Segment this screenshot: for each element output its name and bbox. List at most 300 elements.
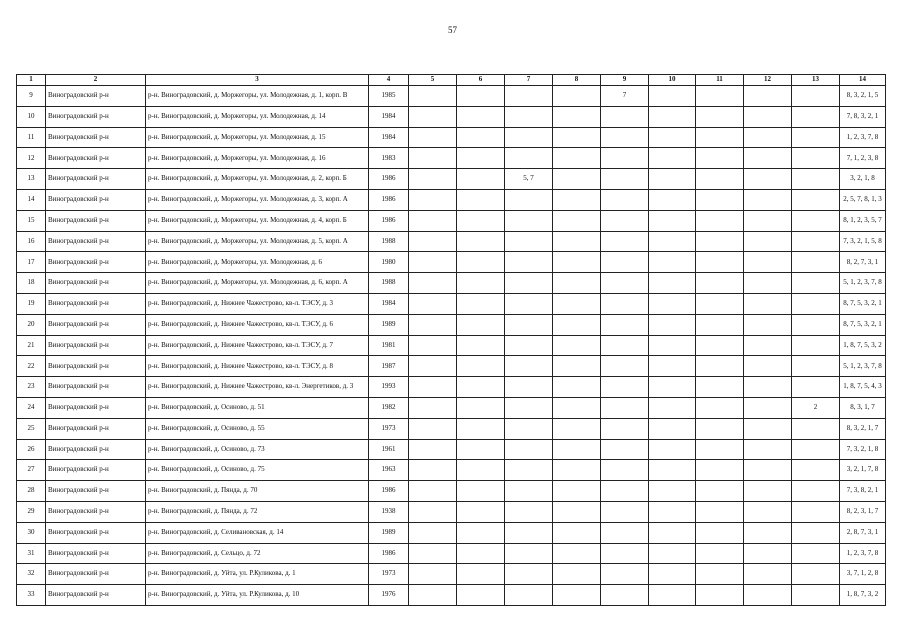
row-number-cell: 9 (17, 86, 46, 107)
table-row (17, 439, 886, 460)
col13-cell (792, 501, 840, 522)
page-number: 57 (448, 25, 457, 35)
col7-cell (505, 543, 553, 564)
col5-cell (409, 189, 457, 210)
year-cell: 1989 (369, 314, 409, 335)
row-number-cell: 20 (17, 314, 46, 335)
col8-cell (553, 418, 601, 439)
col9-cell (601, 231, 649, 252)
col8-cell (553, 252, 601, 273)
col8-cell (553, 564, 601, 585)
col10-cell (649, 86, 696, 107)
col12-cell (744, 210, 792, 231)
col6-cell (457, 522, 505, 543)
col6-cell (457, 543, 505, 564)
year-cell: 1984 (369, 127, 409, 148)
col14-cell: 8, 7, 5, 3, 2, 1 (840, 314, 886, 335)
col13-cell: 2 (792, 397, 840, 418)
col10-cell (649, 460, 696, 481)
col7-cell (505, 273, 553, 294)
col13-cell (792, 86, 840, 107)
col14-cell: 8, 2, 3, 1, 7 (840, 501, 886, 522)
col5-cell (409, 564, 457, 585)
col14-cell: 7, 3, 8, 2, 1 (840, 481, 886, 502)
col13-cell (792, 335, 840, 356)
table-row (17, 148, 886, 169)
col13-cell (792, 169, 840, 190)
col12-cell (744, 335, 792, 356)
col5-cell (409, 335, 457, 356)
col11-cell (696, 148, 744, 169)
year-cell: 1973 (369, 564, 409, 585)
col14-cell: 3, 2, 1, 8 (840, 169, 886, 190)
column-header-10: 10 (649, 75, 696, 86)
col10-cell (649, 418, 696, 439)
district-cell: Виноградовский р-н (46, 501, 146, 522)
col11-cell (696, 86, 744, 107)
col13-cell (792, 314, 840, 335)
col13-cell (792, 522, 840, 543)
col9-cell (601, 501, 649, 522)
col12-cell (744, 293, 792, 314)
col11-cell (696, 356, 744, 377)
row-number-cell: 19 (17, 293, 46, 314)
year-cell: 1986 (369, 189, 409, 210)
table-row (17, 377, 886, 398)
col14-cell: 7, 3, 2, 1, 5, 8 (840, 231, 886, 252)
col9-cell (601, 210, 649, 231)
data-table (16, 74, 886, 606)
col6-cell (457, 314, 505, 335)
col14-cell: 1, 8, 7, 3, 2 (840, 585, 886, 606)
col9-cell (601, 460, 649, 481)
col9-cell (601, 585, 649, 606)
table-row (17, 86, 886, 107)
table-row (17, 273, 886, 294)
col14-cell: 1, 8, 7, 5, 3, 2 (840, 335, 886, 356)
table-row (17, 127, 886, 148)
col13-cell (792, 481, 840, 502)
col6-cell (457, 564, 505, 585)
col7-cell (505, 86, 553, 107)
col11-cell (696, 106, 744, 127)
col10-cell (649, 106, 696, 127)
column-header-12: 12 (744, 75, 792, 86)
col8-cell (553, 293, 601, 314)
address-cell: р-н. Виноградовский, д. Моржегоры, ул. Молодежная, д. 4, корп. Б (146, 210, 369, 231)
col11-cell (696, 397, 744, 418)
row-number-cell: 22 (17, 356, 46, 377)
address-cell: р-н. Виноградовский, д. Нижнее Чажестрово, кв-л. Энергетиков, д. 3 (146, 377, 369, 398)
col8-cell (553, 397, 601, 418)
col13-cell (792, 543, 840, 564)
col5-cell (409, 273, 457, 294)
district-cell: Виноградовский р-н (46, 356, 146, 377)
year-cell: 1982 (369, 397, 409, 418)
row-number-cell: 23 (17, 377, 46, 398)
col7-cell (505, 377, 553, 398)
col9-cell (601, 439, 649, 460)
col5-cell (409, 501, 457, 522)
address-cell: р-н. Виноградовский, д. Пянда, д. 70 (146, 481, 369, 502)
year-cell: 1986 (369, 543, 409, 564)
col9-cell (601, 106, 649, 127)
table-row (17, 293, 886, 314)
col11-cell (696, 231, 744, 252)
row-number-cell: 28 (17, 481, 46, 502)
col14-cell: 3, 2, 1, 7, 8 (840, 460, 886, 481)
col8-cell (553, 273, 601, 294)
col13-cell (792, 106, 840, 127)
year-cell: 1973 (369, 418, 409, 439)
year-cell: 1986 (369, 169, 409, 190)
district-cell: Виноградовский р-н (46, 169, 146, 190)
col5-cell (409, 522, 457, 543)
col11-cell (696, 585, 744, 606)
col11-cell (696, 293, 744, 314)
col10-cell (649, 543, 696, 564)
col13-cell (792, 148, 840, 169)
column-header-14: 14 (840, 75, 886, 86)
col10-cell (649, 231, 696, 252)
col13-cell (792, 460, 840, 481)
col8-cell (553, 501, 601, 522)
row-number-cell: 29 (17, 501, 46, 522)
col9-cell (601, 418, 649, 439)
col5-cell (409, 169, 457, 190)
year-cell: 1980 (369, 252, 409, 273)
col14-cell: 1, 2, 3, 7, 8 (840, 127, 886, 148)
col5-cell (409, 377, 457, 398)
table-row (17, 543, 886, 564)
col14-cell: 2, 8, 7, 3, 1 (840, 522, 886, 543)
col7-cell (505, 231, 553, 252)
col10-cell (649, 335, 696, 356)
district-cell: Виноградовский р-н (46, 543, 146, 564)
col7-cell (505, 481, 553, 502)
col12-cell (744, 439, 792, 460)
col11-cell (696, 169, 744, 190)
row-number-cell: 15 (17, 210, 46, 231)
address-cell: р-н. Виноградовский, д. Уйта, ул. Р.Куликова, д. 10 (146, 585, 369, 606)
col13-cell (792, 418, 840, 439)
col8-cell (553, 522, 601, 543)
address-cell: р-н. Виноградовский, д. Нижнее Чажестрово, кв-л. ТЭСУ, д. 3 (146, 293, 369, 314)
col5-cell (409, 460, 457, 481)
col9-cell (601, 293, 649, 314)
col8-cell (553, 189, 601, 210)
row-number-cell: 27 (17, 460, 46, 481)
year-cell: 1961 (369, 439, 409, 460)
col11-cell (696, 335, 744, 356)
col11-cell (696, 189, 744, 210)
row-number-cell: 10 (17, 106, 46, 127)
col13-cell (792, 585, 840, 606)
col14-cell: 7, 8, 3, 2, 1 (840, 106, 886, 127)
col10-cell (649, 148, 696, 169)
col6-cell (457, 210, 505, 231)
col7-cell (505, 210, 553, 231)
year-cell: 1988 (369, 273, 409, 294)
row-number-cell: 31 (17, 543, 46, 564)
col9-cell (601, 127, 649, 148)
col7-cell (505, 522, 553, 543)
table-row (17, 252, 886, 273)
col11-cell (696, 481, 744, 502)
address-cell: р-н. Виноградовский, д. Нижнее Чажестрово, кв-л. ТЭСУ, д. 8 (146, 356, 369, 377)
col5-cell (409, 127, 457, 148)
year-cell: 1987 (369, 356, 409, 377)
col11-cell (696, 564, 744, 585)
col13-cell (792, 252, 840, 273)
year-cell: 1993 (369, 377, 409, 398)
address-cell: р-н. Виноградовский, д. Нижнее Чажестрово, кв-л. ТЭСУ, д. 7 (146, 335, 369, 356)
col9-cell (601, 189, 649, 210)
address-cell: р-н. Виноградовский, д. Нижнее Чажестрово, кв-л. ТЭСУ, д. 6 (146, 314, 369, 335)
col6-cell (457, 189, 505, 210)
col8-cell (553, 585, 601, 606)
table-row (17, 501, 886, 522)
column-header-8: 8 (553, 75, 601, 86)
col9-cell (601, 148, 649, 169)
col14-cell: 5, 1, 2, 3, 7, 8 (840, 273, 886, 294)
col9-cell (601, 543, 649, 564)
col9-cell (601, 481, 649, 502)
col11-cell (696, 314, 744, 335)
district-cell: Виноградовский р-н (46, 314, 146, 335)
col9-cell (601, 252, 649, 273)
col11-cell (696, 273, 744, 294)
col7-cell (505, 397, 553, 418)
address-cell: р-н. Виноградовский, д. Уйта, ул. Р.Куликова, д. 1 (146, 564, 369, 585)
col10-cell (649, 252, 696, 273)
col6-cell (457, 439, 505, 460)
table-row (17, 522, 886, 543)
col7-cell (505, 460, 553, 481)
column-header-13: 13 (792, 75, 840, 86)
address-cell: р-н. Виноградовский, д. Осиново, д. 75 (146, 460, 369, 481)
col7-cell (505, 418, 553, 439)
col8-cell (553, 127, 601, 148)
col9-cell (601, 356, 649, 377)
column-header-11: 11 (696, 75, 744, 86)
year-cell: 1984 (369, 106, 409, 127)
table-row (17, 564, 886, 585)
col7-cell (505, 148, 553, 169)
col5-cell (409, 252, 457, 273)
col7-cell (505, 189, 553, 210)
row-number-cell: 18 (17, 273, 46, 294)
col13-cell (792, 273, 840, 294)
col10-cell (649, 481, 696, 502)
address-cell: р-н. Виноградовский, д. Моржегоры, ул. Молодежная, д. 6, корп. А (146, 273, 369, 294)
col7-cell (505, 501, 553, 522)
col8-cell (553, 356, 601, 377)
col6-cell (457, 231, 505, 252)
col5-cell (409, 231, 457, 252)
district-cell: Виноградовский р-н (46, 585, 146, 606)
address-cell: р-н. Виноградовский, д. Моржегоры, ул. Молодежная, д. 2, корп. Б (146, 169, 369, 190)
year-cell: 1985 (369, 86, 409, 107)
col14-cell: 1, 8, 7, 5, 4, 3 (840, 377, 886, 398)
col14-cell: 8, 3, 2, 1, 7 (840, 418, 886, 439)
col12-cell (744, 127, 792, 148)
col12-cell (744, 273, 792, 294)
col10-cell (649, 377, 696, 398)
col5-cell (409, 148, 457, 169)
col13-cell (792, 189, 840, 210)
address-cell: р-н. Виноградовский, д. Осиново, д. 55 (146, 418, 369, 439)
col10-cell (649, 189, 696, 210)
col10-cell (649, 439, 696, 460)
col6-cell (457, 356, 505, 377)
col8-cell (553, 335, 601, 356)
row-number-cell: 21 (17, 335, 46, 356)
column-header-1: 1 (17, 75, 46, 86)
district-cell: Виноградовский р-н (46, 106, 146, 127)
district-cell: Виноградовский р-н (46, 86, 146, 107)
col8-cell (553, 439, 601, 460)
col14-cell: 8, 1, 2, 3, 5, 7 (840, 210, 886, 231)
col12-cell (744, 460, 792, 481)
col8-cell (553, 543, 601, 564)
col8-cell (553, 148, 601, 169)
col8-cell (553, 106, 601, 127)
col8-cell (553, 169, 601, 190)
col8-cell (553, 231, 601, 252)
row-number-cell: 12 (17, 148, 46, 169)
address-cell: р-н. Виноградовский, д. Моржегоры, ул. Молодежная, д. 3, корп. А (146, 189, 369, 210)
col6-cell (457, 169, 505, 190)
col11-cell (696, 460, 744, 481)
district-cell: Виноградовский р-н (46, 377, 146, 398)
col5-cell (409, 86, 457, 107)
col12-cell (744, 481, 792, 502)
address-cell: р-н. Виноградовский, д. Селивановская, д. 14 (146, 522, 369, 543)
col9-cell (601, 314, 649, 335)
column-header-7: 7 (505, 75, 553, 86)
col9-cell (601, 564, 649, 585)
col7-cell (505, 335, 553, 356)
col6-cell (457, 460, 505, 481)
col12-cell (744, 231, 792, 252)
address-cell: р-н. Виноградовский, д. Моржегоры, ул. Молодежная, д. 14 (146, 106, 369, 127)
table-row (17, 418, 886, 439)
column-header-5: 5 (409, 75, 457, 86)
table-row (17, 231, 886, 252)
row-number-cell: 25 (17, 418, 46, 439)
col9-cell (601, 335, 649, 356)
col13-cell (792, 127, 840, 148)
address-cell: р-н. Виноградовский, д. Осиново, д. 51 (146, 397, 369, 418)
col7-cell: 5, 7 (505, 169, 553, 190)
col5-cell (409, 543, 457, 564)
col7-cell (505, 106, 553, 127)
column-header-4: 4 (369, 75, 409, 86)
col5-cell (409, 397, 457, 418)
year-cell: 1983 (369, 148, 409, 169)
col11-cell (696, 543, 744, 564)
address-cell: р-н. Виноградовский, д. Пянда, д. 72 (146, 501, 369, 522)
col10-cell (649, 273, 696, 294)
col6-cell (457, 335, 505, 356)
col6-cell (457, 397, 505, 418)
row-number-cell: 32 (17, 564, 46, 585)
year-cell: 1986 (369, 481, 409, 502)
district-cell: Виноградовский р-н (46, 522, 146, 543)
col13-cell (792, 439, 840, 460)
col6-cell (457, 377, 505, 398)
district-cell: Виноградовский р-н (46, 210, 146, 231)
district-cell: Виноградовский р-н (46, 418, 146, 439)
col13-cell (792, 564, 840, 585)
table-row (17, 189, 886, 210)
col7-cell (505, 564, 553, 585)
row-number-cell: 14 (17, 189, 46, 210)
col12-cell (744, 564, 792, 585)
year-cell: 1986 (369, 210, 409, 231)
col12-cell (744, 543, 792, 564)
row-number-cell: 26 (17, 439, 46, 460)
col10-cell (649, 397, 696, 418)
col12-cell (744, 501, 792, 522)
col6-cell (457, 148, 505, 169)
col8-cell (553, 377, 601, 398)
col10-cell (649, 564, 696, 585)
address-cell: р-н. Виноградовский, д. Моржегоры, ул. Молодежная, д. 5, корп. А (146, 231, 369, 252)
col14-cell: 2, 5, 7, 8, 1, 3 (840, 189, 886, 210)
col6-cell (457, 86, 505, 107)
col12-cell (744, 418, 792, 439)
col14-cell: 8, 3, 1, 7 (840, 397, 886, 418)
col6-cell (457, 127, 505, 148)
year-cell: 1963 (369, 460, 409, 481)
address-cell: р-н. Виноградовский, д. Моржегоры, ул. Молодежная, д. 6 (146, 252, 369, 273)
col9-cell (601, 522, 649, 543)
district-cell: Виноградовский р-н (46, 481, 146, 502)
header-row (17, 75, 886, 86)
address-cell: р-н. Виноградовский, д. Моржегоры, ул. Молодежная, д. 15 (146, 127, 369, 148)
address-cell: р-н. Виноградовский, д. Моржегоры, ул. Молодежная, д. 1, корп. В (146, 86, 369, 107)
table-row (17, 460, 886, 481)
col13-cell (792, 293, 840, 314)
table-row (17, 585, 886, 606)
col7-cell (505, 314, 553, 335)
col14-cell: 7, 1, 2, 3, 8 (840, 148, 886, 169)
col12-cell (744, 252, 792, 273)
col12-cell (744, 189, 792, 210)
col12-cell (744, 314, 792, 335)
col14-cell: 7, 3, 2, 1, 8 (840, 439, 886, 460)
row-number-cell: 33 (17, 585, 46, 606)
col10-cell (649, 501, 696, 522)
district-cell: Виноградовский р-н (46, 252, 146, 273)
district-cell: Виноградовский р-н (46, 439, 146, 460)
col11-cell (696, 501, 744, 522)
col10-cell (649, 169, 696, 190)
col10-cell (649, 585, 696, 606)
col5-cell (409, 314, 457, 335)
col8-cell (553, 210, 601, 231)
col11-cell (696, 418, 744, 439)
col5-cell (409, 481, 457, 502)
year-cell: 1938 (369, 501, 409, 522)
col6-cell (457, 273, 505, 294)
col6-cell (457, 252, 505, 273)
district-cell: Виноградовский р-н (46, 293, 146, 314)
address-cell: р-н. Виноградовский, д. Моржегоры, ул. Молодежная, д. 16 (146, 148, 369, 169)
col8-cell (553, 314, 601, 335)
